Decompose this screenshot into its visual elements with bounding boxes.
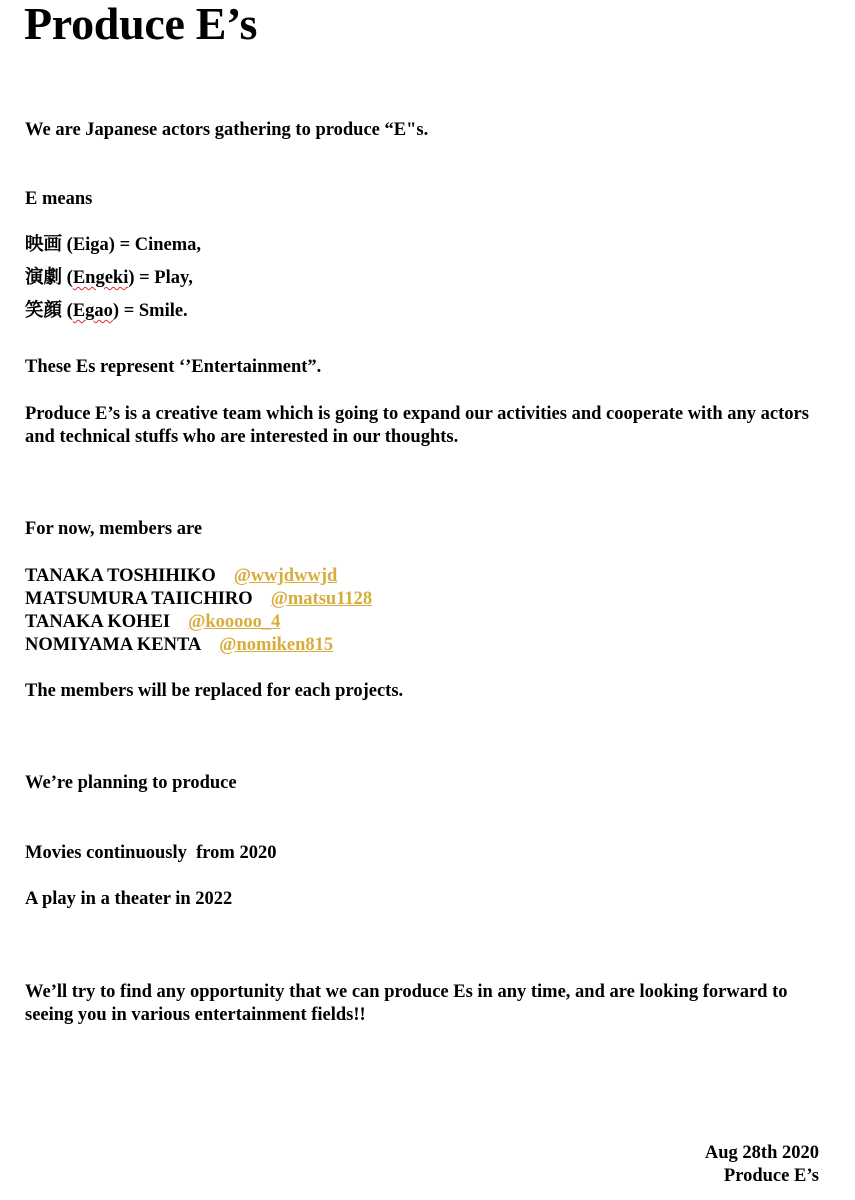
meaning-romaji: Egao [72, 301, 113, 321]
represent-text: These Es represent ‘’Entertainment”. [25, 357, 322, 377]
plan-item: A play in a theater in 2022 [25, 889, 233, 909]
meaning-item-eiga: 映画 (Eiga) = Cinema, [25, 235, 202, 255]
closing-text: We’ll try to find any opportunity that we can produce Es in any time, and are looking forward to seeing you in various entertainment fields!! [25, 982, 788, 1025]
member-handle-link[interactable]: @nomiken815 [219, 635, 334, 655]
plan-item: Movies continuously from 2020 [25, 843, 277, 863]
meaning-kanji: 演劇 [25, 268, 63, 288]
member-row [25, 588, 372, 611]
team-description: Produce E’s is a creative team which is going to expand our activities and cooperate with any actors and technical stuffs who are interested in our thoughts. [25, 404, 809, 447]
meaning-english: = Cinema, [119, 235, 202, 255]
meaning-english: = Play, [139, 268, 193, 288]
member-handle-link[interactable]: @wwjdwwjd [233, 566, 338, 586]
member-handle-link[interactable]: @matsu1128 [270, 589, 373, 609]
page-title: Produce E’s [24, 0, 258, 49]
intro-text: We are Japanese actors gathering to produce “E"s. [25, 120, 429, 140]
member-handle-link[interactable]: @kooooo_4 [188, 612, 281, 632]
member-row [25, 611, 280, 634]
signature-name: Produce E’s [723, 1166, 819, 1186]
e-means-heading: E means [25, 189, 93, 209]
meaning-kanji: 笑顔 [25, 301, 63, 321]
meaning-romaji: Eiga [72, 235, 109, 255]
meaning-romaji: Engeki [72, 268, 129, 288]
member-row [25, 565, 337, 588]
member-name: TANAKA KOHEI [25, 612, 171, 632]
meaning-item-engeki: 演劇 (Engeki) = Play, [25, 268, 193, 288]
meaning-kanji: 映画 [25, 235, 63, 255]
signature-date: Aug 28th 2020 [704, 1143, 819, 1163]
members-note: The members will be replaced for each projects. [25, 681, 404, 701]
plans-heading: We’re planning to produce [25, 773, 237, 793]
member-name: TANAKA TOSHIHIKO [25, 566, 216, 586]
member-name: MATSUMURA TAIICHIRO [25, 589, 253, 609]
member-row [25, 634, 333, 657]
meaning-item-egao: 笑顔 (Egao) = Smile. [25, 301, 188, 321]
meaning-english: = Smile. [123, 301, 188, 321]
member-name: NOMIYAMA KENTA [25, 635, 202, 655]
members-heading: For now, members are [25, 519, 203, 539]
